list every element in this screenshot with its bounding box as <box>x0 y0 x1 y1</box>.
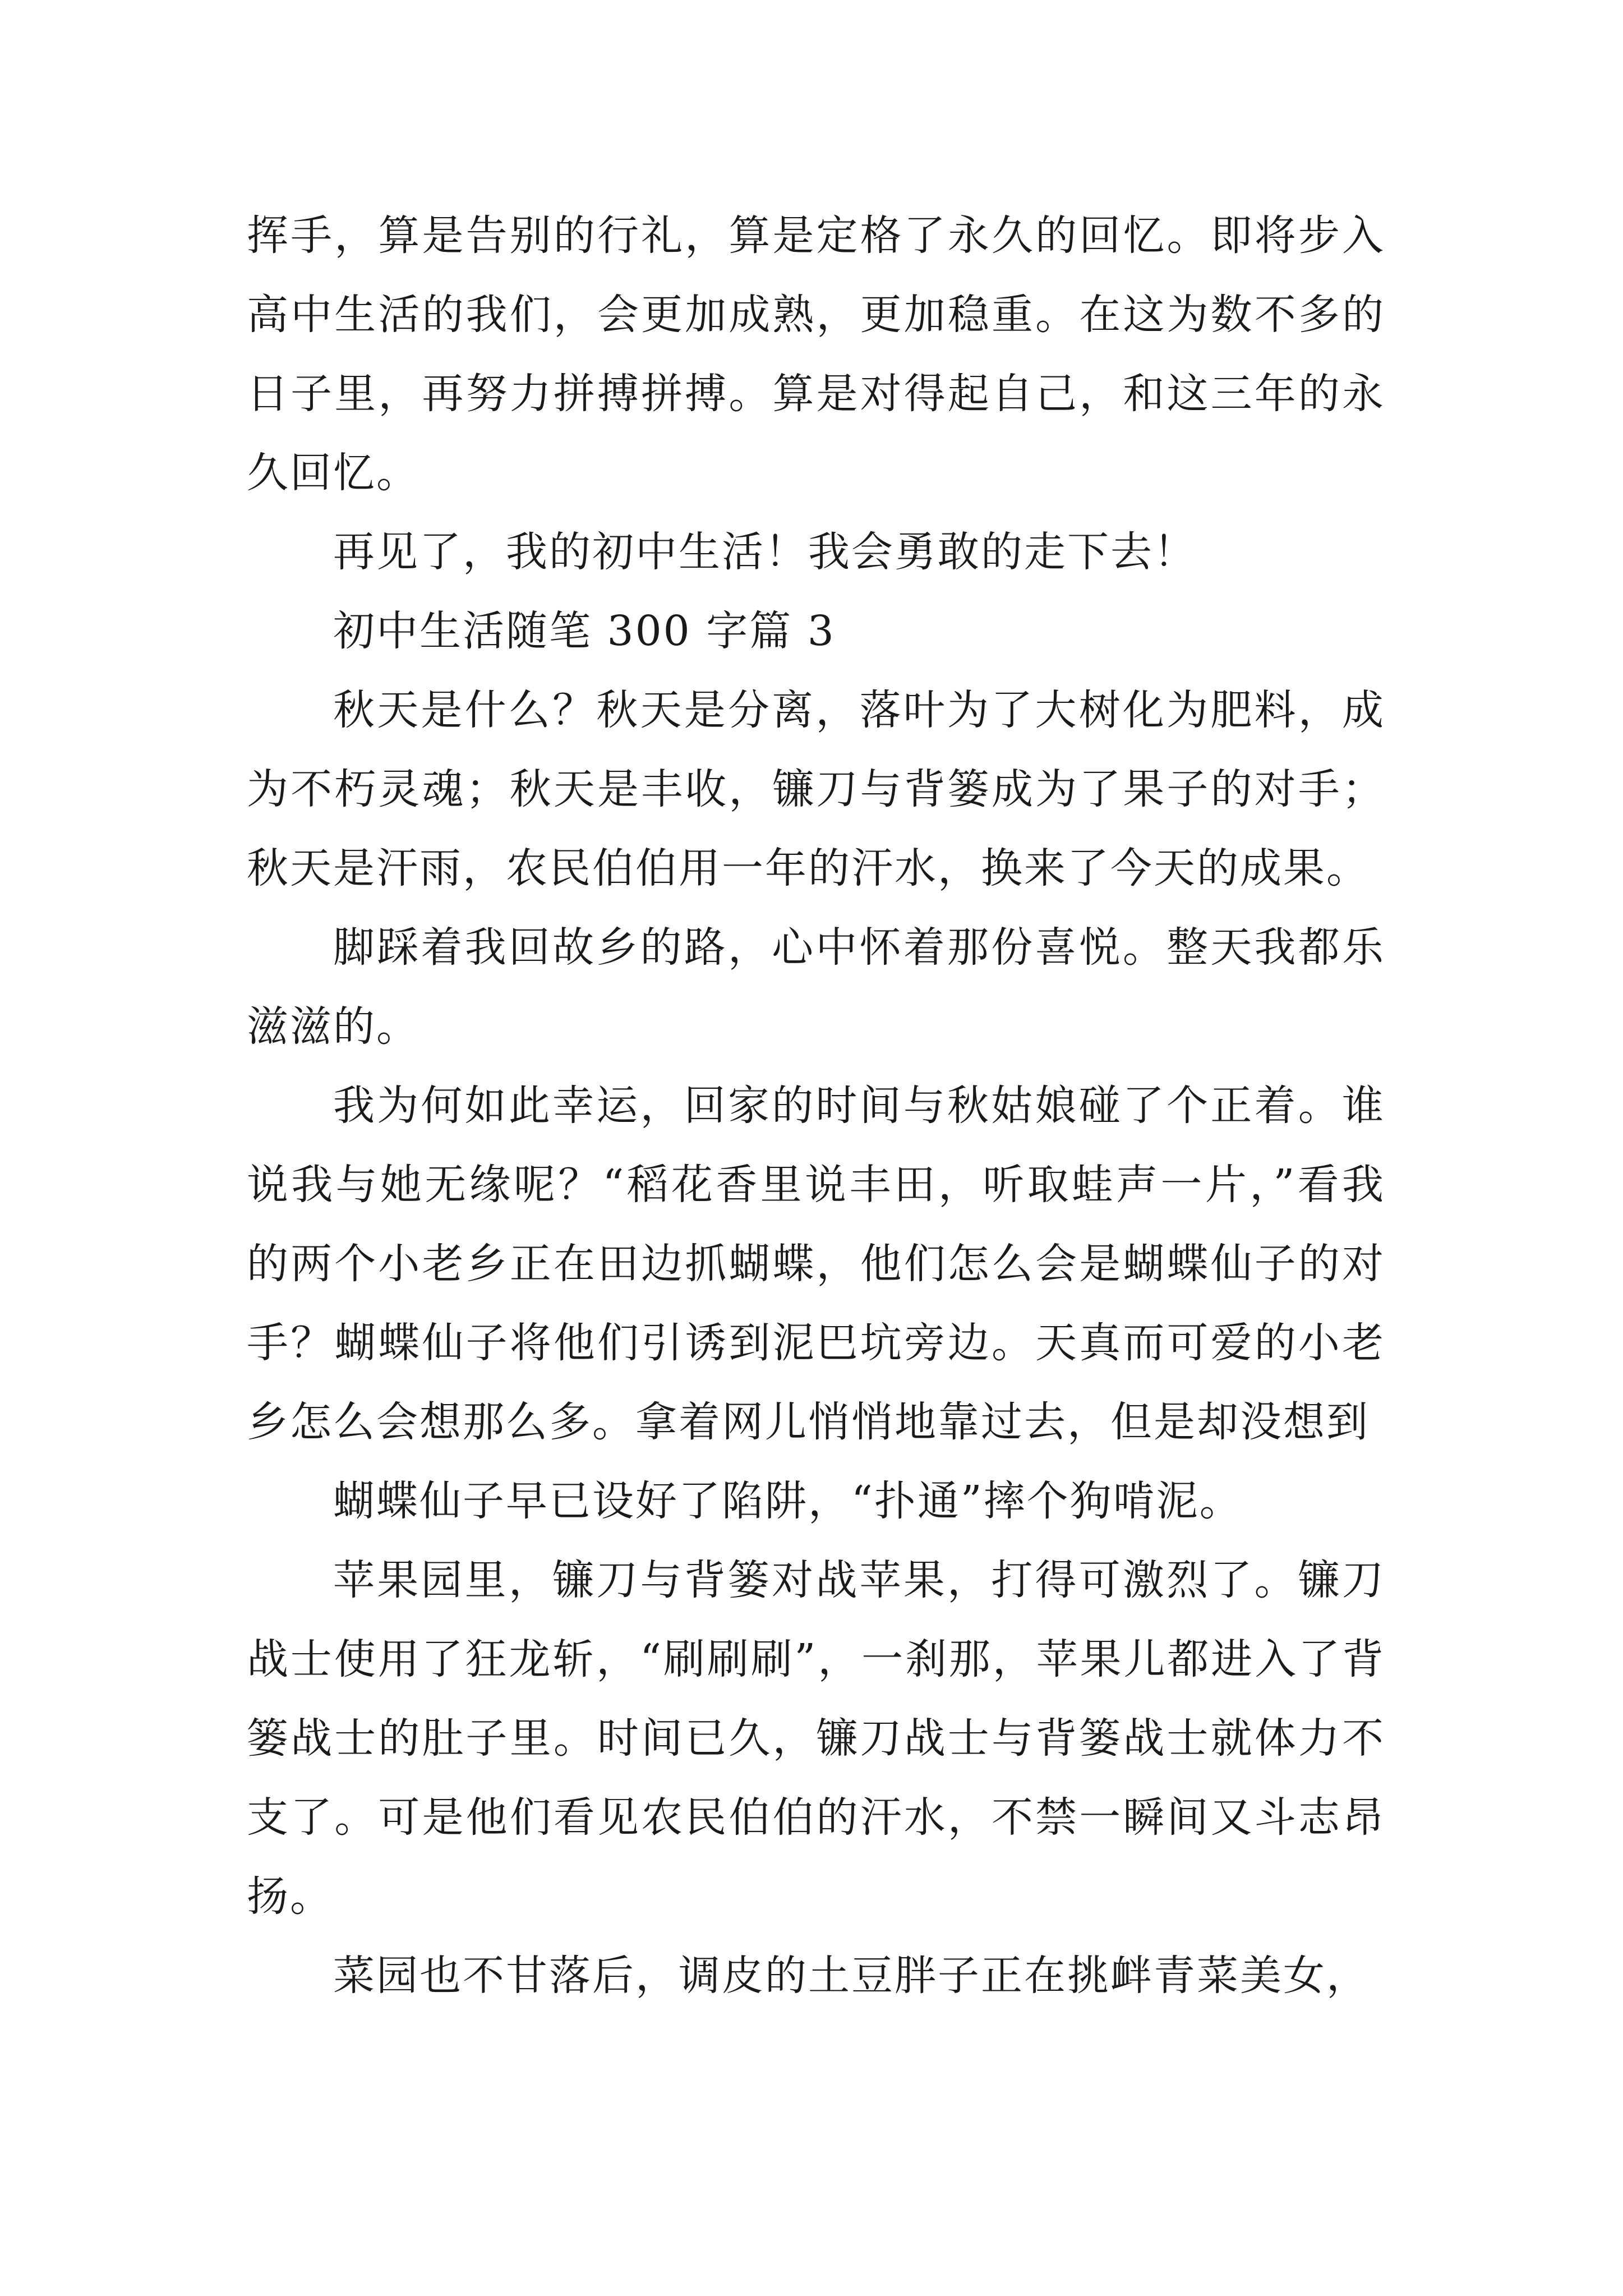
paragraph-8: 菜园也不甘落后，调皮的土豆胖子正在挑衅青菜美女， <box>333 1952 1370 2000</box>
document-body <box>247 196 1385 2016</box>
paragraph-5: 我为何如此幸运，回家的时间与秋姑娘碰了个正着。谁说我与她无缘呢？“稻花香里说丰田，听取蛙声一片，”看我的两个小老乡正在田边抓蝴蝶，他们怎么会是蝴蝶仙子的对手？蝴蝶仙子将他们引诱到泥巴坑旁边。天真而可爱的小老乡怎么会想那么多。拿着网儿悄悄地靠过去，但是却没想到 <box>247 1082 1385 1446</box>
paragraph-2: 再见了，我的初中生活！我会勇敢的走下去！ <box>333 528 1197 576</box>
paragraph-3: 秋天是什么？秋天是分离，落叶为了大树化为肥料，成为不朽灵魂；秋天是丰收，镰刀与背篓成为了果子的对手；秋天是汗雨，农民伯伯用一年的汗水，换来了今天的成果。 <box>247 686 1385 892</box>
paragraph-6: 蝴蝶仙子早已设好了陷阱，“扑通”摔个狗啃泥。 <box>333 1477 1243 1525</box>
paragraph-1: 挥手，算是告别的行礼，算是定格了永久的回忆。即将步入高中生活的我们，会更加成熟，更加稳重。在这为数不多的日子里，再努力拼搏拼搏。算是对得起自己，和这三年的永久回忆。 <box>247 211 1385 497</box>
paragraph-4: 脚踩着我回故乡的路，心中怀着那份喜悦。整天我都乐滋滋的。 <box>247 923 1385 1051</box>
section-heading: 初中生活随笔 300 字篇 3 <box>333 607 836 655</box>
paragraph-7: 苹果园里，镰刀与背篓对战苹果，打得可激烈了。镰刀战士使用了狂龙斩，“刷刷刷”，一刹那，苹果儿都进入了背篓战士的肚子里。时间已久，镰刀战士与背篓战士就体力不支了。可是他们看见农民伯伯的汗水，不禁一瞬间又斗志昂扬。 <box>247 1556 1385 1921</box>
